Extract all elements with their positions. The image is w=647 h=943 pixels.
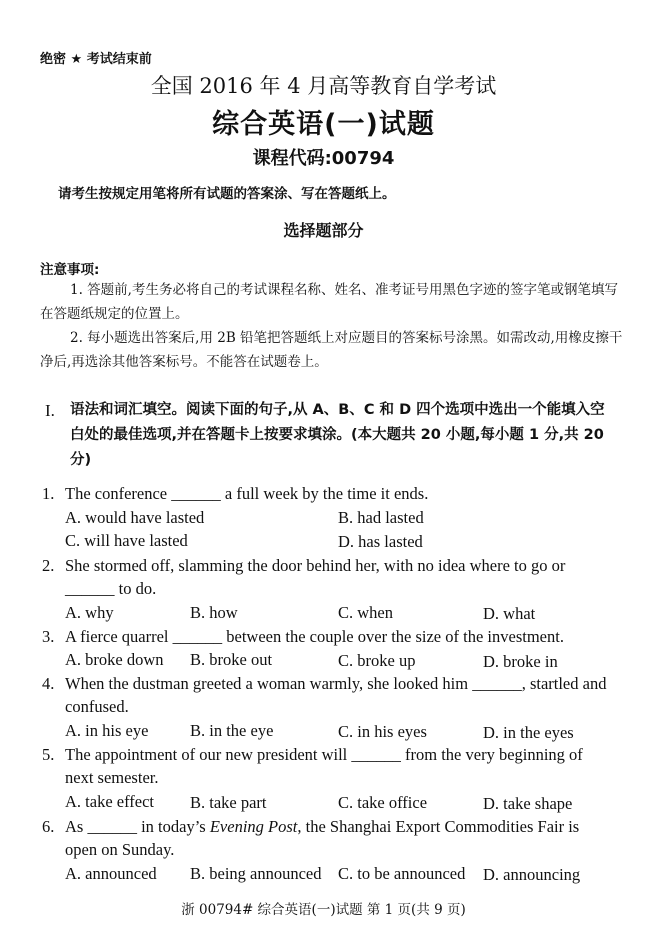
question-stem: The conference ______ a full week by the time it ends. <box>65 484 429 503</box>
option-d: D. has lasted <box>338 532 423 551</box>
option-a: A. would have lasted <box>65 508 205 527</box>
answer-instruction: 请考生按规定用笔将所有试题的答案涂、写在答题纸上。 <box>58 186 396 202</box>
option-d: D. take shape <box>483 794 573 813</box>
question-1 <box>42 483 612 506</box>
page-footer: 浙 00794# 综合英语(一)试题 第 1 页(共 9 页) <box>181 902 466 918</box>
option-c: C. to be announced <box>338 864 466 883</box>
question-6 <box>42 816 612 861</box>
option-c: C. take office <box>338 793 428 812</box>
stem-part: As ______ in today’s <box>65 817 210 836</box>
option-a: A. why <box>65 603 114 622</box>
option-c: C. broke up <box>338 651 416 670</box>
stem-part: , the Shanghai Export Commodities Fair is open on Sunday. <box>65 817 580 859</box>
option-a: A. take effect <box>65 792 155 811</box>
option-b: B. had lasted <box>338 508 424 527</box>
option-a: A. in his eye <box>65 721 149 740</box>
option-a: A. announced <box>65 864 157 883</box>
part-number: I. <box>45 401 55 420</box>
option-c: C. when <box>338 603 393 622</box>
question-number: 4. <box>42 674 55 693</box>
question-number: 3. <box>42 627 55 646</box>
part-1-text: 语法和词汇填空。阅读下面的句子,从 A、B、C 和 D 四个选项中选出一个能填入空白处的最佳选项,并在答题卡上按要求填涂。(本大题共 20 小题,每小题 1 分,共 20 分) <box>70 402 605 468</box>
question-stem <box>65 816 612 861</box>
option-a: A. broke down <box>65 650 164 669</box>
question-2 <box>42 555 612 600</box>
question-stem: She stormed off, slamming the door behind her, with no idea where to go or ______ to do. <box>65 556 566 598</box>
part-1-instructions <box>45 398 610 473</box>
question-stem: When the dustman greeted a woman warmly, she looked him ______, startled and confused. <box>65 674 607 716</box>
note-item-1: 1. 答题前,考生务必将自己的考试课程名称、姓名、准考证号用黑色字迹的签字笔或钢笔填写在答题纸规定的位置上。 <box>40 282 618 322</box>
section-title: 选择题部分 <box>283 221 364 240</box>
option-b: B. broke out <box>190 650 273 669</box>
option-d: D. broke in <box>483 652 558 671</box>
option-b: B. being announced <box>190 864 322 883</box>
notes-heading: 注意事项: <box>40 262 100 278</box>
question-number: 1. <box>42 484 55 503</box>
note-item-2: 2. 每小题选出答案后,用 2B 铅笔把答题纸上对应题目的答案标号涂黑。如需改动,用橡皮擦干净后,再选涂其他答案标号。不能答在试题卷上。 <box>40 330 623 370</box>
question-number: 5. <box>42 745 55 764</box>
confidential-label: 绝密 ★ 考试结束前 <box>40 52 152 67</box>
option-b: B. in the eye <box>190 721 274 740</box>
option-d: D. in the eyes <box>483 723 574 742</box>
option-b: B. take part <box>190 793 267 812</box>
option-b: B. how <box>190 603 238 622</box>
question-number: 6. <box>42 817 55 836</box>
question-number: 2. <box>42 556 55 575</box>
exam-title: 全国 2016 年 4 月高等教育自学考试 <box>150 74 497 98</box>
course-code: 课程代码:00794 <box>252 148 395 169</box>
question-5 <box>42 744 612 789</box>
option-d: D. what <box>483 604 536 623</box>
question-3 <box>42 626 612 649</box>
option-d: D. announcing <box>483 865 581 884</box>
question-4 <box>42 673 612 718</box>
question-stem: A fierce quarrel ______ between the couple over the size of the investment. <box>65 627 564 646</box>
option-c: C. will have lasted <box>65 531 188 550</box>
paper-title: 综合英语(一)试题 <box>212 109 435 140</box>
newspaper-title: Evening Post <box>209 817 298 836</box>
option-c: C. in his eyes <box>338 722 427 741</box>
question-stem: The appointment of our new president will ______ from the very beginning of next semester. <box>65 745 583 787</box>
